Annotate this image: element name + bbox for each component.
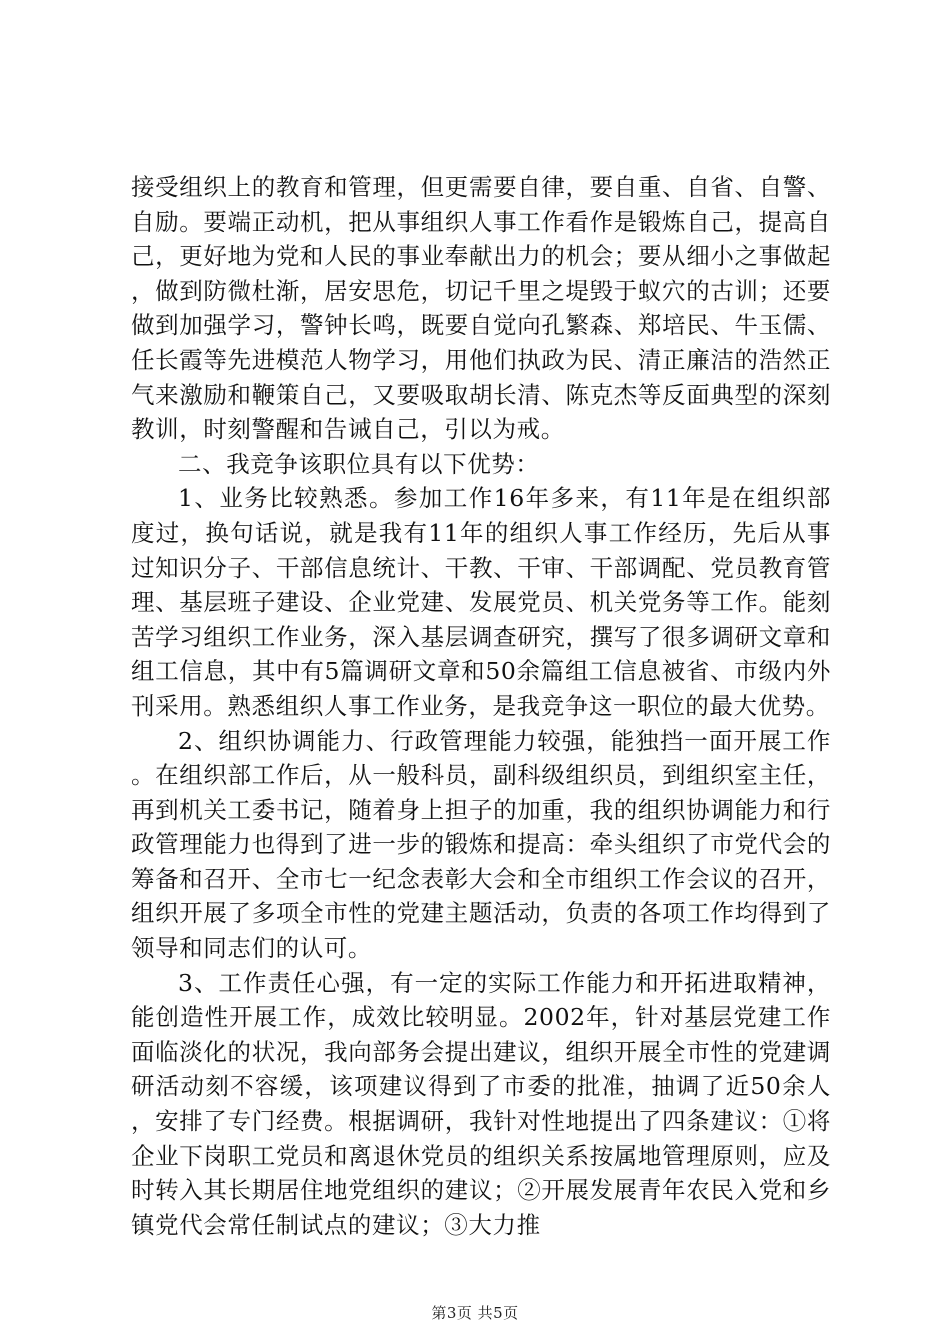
paragraph-2-heading: 二、我竞争该职位具有以下优势： bbox=[178, 449, 540, 478]
paragraph-1: 接受组织上的教育和管理，但更需要自律，要自重、自省、自警、自励。要端正动机，把从事组织人事工作看作是锻炼自己，提高自己，更好地为党和人民的事业奉献出力的机会；要从细小之事做起，做到防微杜渐，居安思危，切记千里之堤毁于蚁穴的古训；还要做到加强学习，警钟长鸣，既要自觉向孔繁森、郑培民、牛玉儒、任长霞等先进模范人物学习，用他们执政为民、清正廉洁的浩然正气来激励和鞭策自己，又要吸取胡长清、陈克杰等反面典型的深刻教训，时刻警醒和告诫自己，引以为戒。 bbox=[131, 173, 831, 444]
paragraph-3: 1、业务比较熟悉。参加工作16年多来，有11年是在组织部度过，换句话说，就是我有11年的组织人事工作经历，先后从事过知识分子、干部信息统计、干教、干审、干部调配、党员教育管理、基层班子建设、企业党建、发展党员、机关党务等工作。能刻苦学习组织工作业务，深入基层调查研究，撰写了很多调研文章和组工信息，其中有5篇调研文章和50余篇组工信息被省、市级内外刊采用。熟悉组织人事工作业务，是我竞争这一职位的最大优势。 bbox=[131, 484, 831, 720]
paragraph-5: 3、工作责任心强，有一定的实际工作能力和开拓进取精神，能创造性开展工作，成效比较明显。2002年，针对基层党建工作面临淡化的状况，我向部务会提出建议，组织开展全市性的党建调研活动刻不容缓，该项建议得到了市委的批准，抽调了近50余人，安排了专门经费。根据调研，我针对性地提出了四条建议：①将企业下岗职工党员和离退休党员的组织关系按属地管理原则，应及时转入其长期居住地党组织的建议；②开展发展青年农民入党和乡镇党代会常任制试点的建议；③大力推 bbox=[131, 968, 831, 1239]
page-number-footer: 第3页 共5页 bbox=[431, 1304, 519, 1322]
document-body bbox=[131, 170, 831, 1242]
paragraph-4: 2、组织协调能力、行政管理能力较强，能独挡一面开展工作。在组织部工作后，从一般科员，副科级组织员，到组织室主任，再到机关工委书记，随着身上担子的加重，我的组织协调能力和行政管理能力也得到了进一步的锻炼和提高：牵头组织了市党代会的筹备和召开、全市七一纪念表彰大会和全市组织工作会议的召开，组织开展了多项全市性的党建主题活动，负责的各项工作均得到了领导和同志们的认可。 bbox=[131, 726, 831, 963]
